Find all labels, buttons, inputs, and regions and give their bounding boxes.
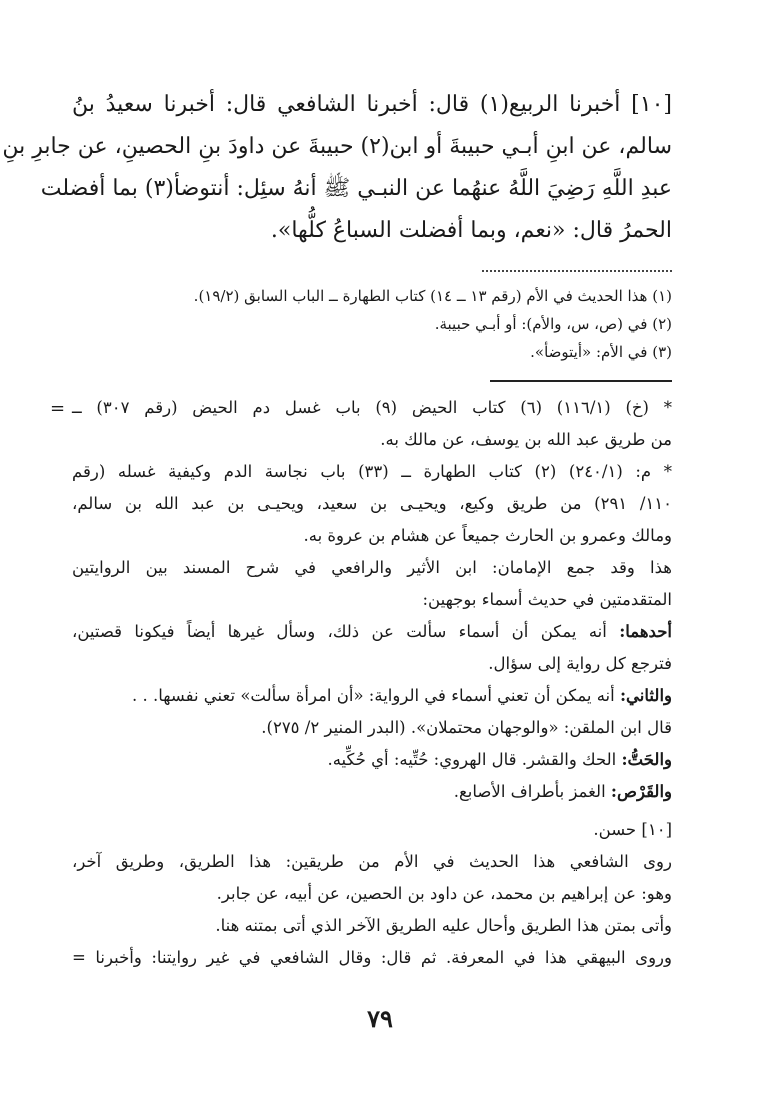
- commentary-line: [72, 584, 672, 616]
- commentary-text: [١٠] حسن.: [593, 820, 672, 839]
- commentary-separator-rule: [490, 380, 672, 382]
- footnote-separator-dots: [482, 264, 672, 272]
- commentary-line: [72, 488, 672, 520]
- page-number: ٧٩: [367, 1004, 393, 1033]
- hadith-line: عبدِ اللَّهِ رَضِيَ اللَّهُ عنهُما عن النبـي ﷺ أنهُ سئِل: أنتوضأ(٣) بما أفضلت: [40, 176, 672, 201]
- commentary-text: * (خ) (١١٦/١) (٦) كتاب الحيض (٩) باب غسل دم الحيض (رقم ٣٠٧) ــ: [72, 398, 672, 417]
- commentary-line: [72, 648, 672, 680]
- commentary-text: هذا وقد جمع الإمامان: ابن الأثير والرافعي في شرح المسند بين الروايتين: [72, 558, 672, 577]
- commentary-text: من طريق عبد الله بن يوسف، عن مالك به.: [380, 430, 672, 449]
- commentary-text: أنه يمكن أن تعني أسماء في الرواية: «أن امرأة سألت» تعني نفسها. . .: [132, 686, 620, 705]
- commentary: [72, 392, 672, 974]
- commentary-text: فترجع كل رواية إلى سؤال.: [488, 654, 672, 673]
- commentary-text: * م: (٢٤٠/١) (٢) كتاب الطهارة ــ (٣٣) باب نجاسة الدم وكيفية غسله (رقم: [72, 462, 672, 481]
- footnote: (٢) في (ص، س، والأم): أو أبـي حبيبة.: [434, 315, 672, 333]
- commentary-line: [72, 712, 672, 744]
- commentary-line: [72, 814, 672, 846]
- footnotes: [72, 282, 672, 366]
- continuation-mark: =: [50, 398, 66, 419]
- hadith-line: الحمرُ قال: «نعم، وبما أفضلت السباعُ كلُّها».: [270, 218, 672, 243]
- commentary-text: الغمز بأطراف الأصابع.: [453, 782, 611, 801]
- commentary-term: والقَرْص:: [610, 782, 672, 801]
- commentary-line: [72, 942, 672, 974]
- commentary-line: [72, 878, 672, 910]
- commentary-line: [72, 744, 672, 776]
- hadith-line: سالم، عن ابنِ أبـي حبيبةَ أو ابن(٢) حبيبةَ عن داودَ بنِ الحصينِ، عن جابرِ بنِ: [2, 134, 672, 159]
- commentary-text: الحك والقشر. قال الهروي: حُتِّيه: أي حُكِّيه.: [327, 750, 622, 769]
- commentary-term: والثاني:: [619, 686, 672, 705]
- commentary-line: [72, 456, 672, 488]
- commentary-text: وهو: عن إبراهيم بن محمد، عن داود بن الحصين، عن أبيه، عن جابر.: [216, 884, 672, 903]
- commentary-text: روى الشافعي هذا الحديث في الأم من طريقين: هذا الطريق، وطريق آخر،: [72, 852, 672, 871]
- commentary-text: ومالك وعمرو بن الحارث جميعاً عن هشام بن عروة به.: [303, 526, 672, 545]
- commentary-text: المتقدمتين في حديث أسماء بوجهين:: [422, 590, 672, 609]
- commentary-text: ١١٠/ ٢٩١) من طريق وكيع، ويحيـى بن سعيد، ويحيـى بن عبد الله بن سالم،: [72, 494, 672, 513]
- commentary-line: [72, 616, 672, 648]
- footnote: (١) هذا الحديث في الأم (رقم ١٣ ــ ١٤) كتاب الطهارة ــ الباب السابق (١٩/٢).: [193, 287, 672, 305]
- commentary-line: [72, 910, 672, 942]
- commentary-line: [72, 776, 672, 808]
- commentary-text: قال ابن الملقن: «والوجهان محتملان». (البدر المنير ٢/ ٢٧٥).: [261, 718, 672, 737]
- commentary-line: [72, 552, 672, 584]
- commentary-term: والحَتُّ:: [621, 750, 672, 769]
- commentary-line: [72, 424, 672, 456]
- hadith-text: [2, 84, 672, 252]
- commentary-text: وأتى بمتن هذا الطريق وأحال عليه الطريق الآخر الذي أتى بمتنه هنا.: [215, 916, 672, 935]
- footnote: (٣) في الأم: «أيتوضأ».: [530, 343, 672, 361]
- commentary-line: [72, 680, 672, 712]
- commentary-line: [72, 392, 672, 424]
- commentary-term: أحدهما:: [619, 622, 672, 641]
- commentary-text: وروى البيهقي هذا في المعرفة. ثم قال: وقال الشافعي في غير روايتنا: وأخبرنا =: [72, 948, 672, 967]
- commentary-text: أنه يمكن أن أسماء سألت عن ذلك، وسأل غيرها أيضاً فيكونا قصتين،: [72, 622, 620, 641]
- commentary-line: [72, 520, 672, 552]
- hadith-line: [١٠] أخبرنا الربيع(١) قال: أخبرنا الشافعي قال: أخبرنا سعيدُ بنُ: [72, 92, 672, 117]
- commentary-line: [72, 846, 672, 878]
